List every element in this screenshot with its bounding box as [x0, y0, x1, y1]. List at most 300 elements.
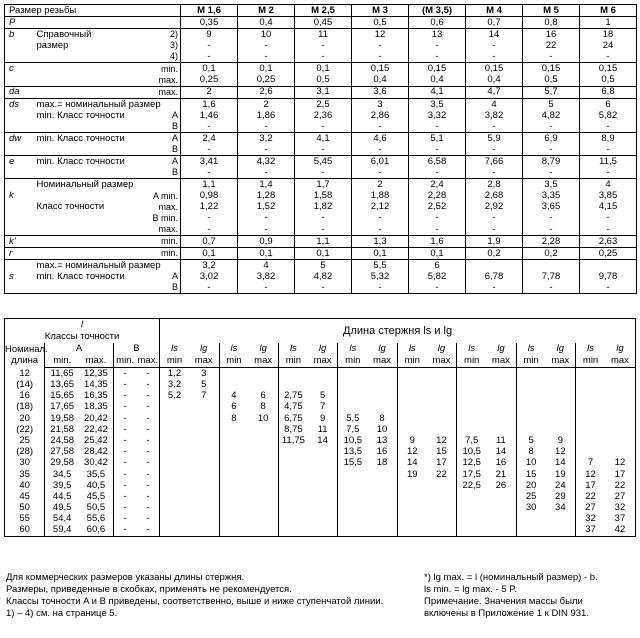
- value-cell: -: [580, 213, 637, 224]
- value-cell: 0,9: [238, 235, 295, 247]
- shank-length: [486, 525, 516, 537]
- class-b-max: -: [136, 502, 159, 513]
- value-cell: 4,15: [580, 202, 637, 213]
- shank-length: 5: [189, 379, 219, 390]
- class-a-max: 35,5: [86, 468, 106, 480]
- ls-header: ls: [171, 343, 178, 355]
- value-cell: 5,5: [352, 260, 409, 272]
- shank-length: 34: [545, 502, 575, 513]
- note-line: *) lg max. = l (номинальный размер) - b.: [424, 572, 598, 583]
- shank-length: [308, 469, 338, 480]
- shank-length: [248, 379, 278, 390]
- shank-length: [338, 525, 367, 537]
- value-cell: -: [295, 167, 352, 179]
- nominal-length: 35: [5, 469, 45, 480]
- class-a-min: 27,58: [45, 446, 79, 457]
- value-cell: 0,15: [409, 63, 466, 75]
- shank-length: 12,5: [462, 457, 481, 469]
- shank-length: [338, 379, 367, 390]
- class-b-max: -: [136, 513, 159, 524]
- ls-min-header: min: [397, 355, 426, 368]
- class-b-min: -: [113, 390, 136, 401]
- value-cell: 2,68: [466, 191, 523, 202]
- row-description: размер: [36, 40, 69, 52]
- class-b-max: -: [136, 424, 159, 435]
- shank-length: [486, 502, 516, 513]
- value-cell: -: [295, 282, 352, 294]
- value-cell: 13: [409, 29, 466, 41]
- length-row: [5, 525, 636, 537]
- value-cell: 1,46: [181, 110, 238, 121]
- value-cell: 2,92: [466, 202, 523, 213]
- value-cell: 4: [580, 179, 637, 191]
- shank-length: 4,75: [284, 401, 303, 413]
- dimension-row: [5, 121, 637, 133]
- value-cell: -: [181, 40, 238, 51]
- shank-length: [279, 379, 308, 390]
- shank-length: 9: [409, 434, 415, 446]
- class-a-max: 45,5: [86, 490, 106, 502]
- row-subtype: max.: [158, 223, 178, 234]
- value-cell: -: [523, 121, 580, 133]
- dimension-row: [5, 179, 637, 191]
- shank-length: 3,2: [167, 379, 182, 391]
- row-description: [35, 121, 145, 133]
- value-cell: 0,1: [238, 63, 295, 75]
- shank-length: 6: [248, 390, 278, 401]
- shank-length: 5: [308, 390, 338, 401]
- value-cell: -: [580, 121, 637, 133]
- class-a-max-header: max.: [79, 355, 113, 368]
- row-symbol: [5, 110, 35, 121]
- value-cell: 0,15: [580, 63, 637, 75]
- value-cell: 4,6: [352, 133, 409, 145]
- shank-length: [486, 491, 516, 502]
- class-a-min: 11,65: [45, 368, 79, 380]
- value-cell: -: [238, 144, 295, 156]
- note-line: включены в Приложение 1 к DIN 931.: [424, 608, 589, 619]
- class-a-min: 15,65: [45, 390, 79, 401]
- shank-length: [427, 491, 457, 502]
- shank-length: [576, 446, 605, 457]
- lg-max-header: max: [427, 355, 457, 368]
- shank-length: [219, 525, 248, 537]
- row-subtype: B: [171, 144, 178, 155]
- shank-length: 8: [231, 412, 237, 424]
- thread-size-header: M 4: [466, 5, 523, 17]
- header-row: [5, 5, 637, 17]
- dimension-row: [5, 133, 637, 145]
- lg-header: lg: [427, 343, 457, 355]
- row-subtype: A: [145, 133, 181, 145]
- shank-length: [248, 435, 278, 446]
- thread-size-header: (M 3,5): [409, 5, 466, 17]
- dimension-row: [5, 224, 637, 236]
- shank-length: [160, 458, 189, 469]
- shank-length: [576, 379, 605, 390]
- value-cell: 3,32: [409, 110, 466, 121]
- dimension-row: [5, 235, 637, 247]
- row-subtype: A: [171, 271, 178, 282]
- shank-title: Длина стержня ls и lg: [160, 319, 636, 344]
- nominal-length: 12: [5, 368, 45, 380]
- shank-length: 27: [605, 491, 636, 502]
- length-row: [5, 491, 636, 502]
- shank-length: [367, 491, 397, 502]
- value-cell: 14: [466, 29, 523, 41]
- value-cell: 0,4: [466, 75, 523, 87]
- shank-length: [457, 368, 486, 380]
- ls-min-header: min: [160, 355, 189, 368]
- note-line: Классы точности A и B приведены, соответственно, выше и ниже ступенчатой линии.: [6, 596, 384, 607]
- value-cell: [580, 260, 637, 272]
- value-cell: 5: [295, 260, 352, 272]
- shank-length: 7,5: [346, 423, 360, 435]
- class-a-max: 18,35: [84, 401, 108, 413]
- nominal-length: (18): [5, 402, 45, 413]
- row-symbol: k: [5, 191, 35, 202]
- value-cell: 1,86: [238, 110, 295, 121]
- shank-length: 4: [231, 390, 237, 402]
- value-cell: 3,85: [580, 191, 637, 202]
- value-cell: -: [409, 167, 466, 179]
- shank-length: [189, 525, 219, 537]
- value-cell: 3,6: [352, 86, 409, 98]
- value-cell: 3,5: [409, 98, 466, 110]
- value-cell: 5,1: [409, 133, 466, 145]
- shank-length: [427, 502, 457, 513]
- nominal-length: 50: [5, 502, 45, 513]
- row-symbol: [5, 40, 35, 51]
- class-b-max: -: [136, 379, 159, 390]
- length-row: [5, 402, 636, 413]
- shank-length: [189, 469, 219, 480]
- shank-length: [367, 402, 397, 413]
- row-subtype: B: [145, 282, 181, 294]
- row-symbol: e: [5, 156, 35, 168]
- shank-length: [427, 513, 457, 524]
- shank-length: [189, 491, 219, 502]
- class-b-max: -: [136, 435, 159, 446]
- value-cell: [523, 260, 580, 272]
- row-subtype: 4): [169, 51, 178, 62]
- row-subtype: [145, 179, 181, 191]
- value-cell: -: [409, 121, 466, 133]
- row-description: Класс точности: [36, 201, 105, 213]
- shank-length: 17: [585, 479, 596, 491]
- notes-right: [424, 572, 598, 620]
- shank-length: [367, 525, 397, 537]
- value-cell: 2,12: [352, 202, 409, 213]
- shank-length: 10: [367, 424, 397, 435]
- thread-size-header: M 2,5: [295, 5, 352, 17]
- class-b-min: -: [113, 491, 136, 502]
- row-subtype: B: [171, 120, 178, 131]
- value-cell: 3,65: [523, 202, 580, 213]
- shank-length: [219, 513, 248, 524]
- value-cell: 0,1: [409, 247, 466, 259]
- value-cell: 0,4: [409, 75, 466, 87]
- value-cell: -: [466, 144, 523, 156]
- row-symbol: [5, 167, 35, 179]
- dimension-row: [5, 17, 637, 29]
- shank-length: [397, 502, 426, 513]
- value-cell: 2: [352, 179, 409, 191]
- value-cell: -: [580, 167, 637, 179]
- value-cell: 6: [580, 98, 637, 110]
- value-cell: 3,2: [181, 260, 238, 272]
- shank-length: [545, 368, 575, 380]
- value-cell: -: [238, 282, 295, 294]
- value-cell: 0,5: [523, 75, 580, 87]
- value-cell: 2,6: [238, 86, 295, 98]
- dimension-row: [5, 260, 637, 272]
- shank-length: 17: [427, 458, 457, 469]
- class-a-min: 49,5: [45, 502, 79, 513]
- value-cell: 2,28: [409, 191, 466, 202]
- shank-length: 32: [585, 513, 596, 525]
- shank-length: 37: [576, 525, 605, 537]
- class-b-min: -: [113, 368, 136, 380]
- thread-size-header: M 6: [580, 5, 637, 17]
- shank-length: [248, 491, 278, 502]
- class-b-max: -: [136, 446, 159, 457]
- shank-length: [457, 525, 486, 537]
- row-description: [35, 86, 145, 98]
- dimension-row: [5, 86, 637, 98]
- shank-length: [457, 413, 486, 424]
- class-a-min: 24,58: [45, 435, 79, 446]
- shank-length: 8,75: [284, 423, 303, 435]
- value-cell: 4,82: [523, 110, 580, 121]
- value-cell: 0,25: [181, 75, 238, 87]
- shank-length: 42: [605, 525, 636, 537]
- class-a-max: 50,5: [86, 502, 106, 514]
- class-b-max: -: [136, 368, 159, 380]
- nominal-length: 30: [5, 458, 45, 469]
- shank-length: 20: [525, 479, 537, 491]
- value-cell: 3,41: [181, 156, 238, 168]
- row-symbol: [5, 179, 35, 191]
- dimension-row: [5, 247, 637, 259]
- value-cell: -: [523, 224, 580, 236]
- shank-length: [397, 390, 426, 401]
- shank-length: [545, 424, 575, 435]
- row-symbol: dw: [5, 133, 35, 145]
- shank-length: [219, 446, 248, 457]
- lg-max-header: max: [248, 355, 278, 368]
- value-cell: 1,4: [238, 179, 295, 191]
- value-cell: -: [295, 213, 352, 224]
- length-row: [5, 480, 636, 491]
- shank-length: [486, 368, 516, 380]
- value-cell: -: [238, 121, 295, 133]
- value-cell: -: [181, 121, 238, 133]
- row-subtype: min.: [145, 235, 181, 247]
- class-a-min: 44,5: [45, 491, 79, 502]
- class-b-max: -: [136, 480, 159, 491]
- nominal-length: (14): [5, 379, 45, 390]
- class-b-min: -: [113, 513, 136, 524]
- shank-length: 6,75: [284, 412, 303, 424]
- class-a-max: 40,5: [86, 479, 106, 491]
- value-cell: -: [466, 213, 523, 224]
- shank-length: 14: [406, 457, 418, 469]
- shank-length: 17,5: [462, 468, 481, 480]
- row-subtype: A min.: [152, 190, 178, 201]
- row-description: [35, 75, 145, 87]
- row-subtype: max.: [145, 86, 181, 98]
- shank-length: [545, 413, 575, 424]
- nominal-length: 40: [5, 480, 45, 491]
- row-symbol: [5, 224, 35, 236]
- class-a-max: 14,35: [84, 379, 108, 391]
- class-b-min: -: [113, 502, 136, 513]
- value-cell: -: [295, 40, 352, 51]
- row-description: Номинальный размер: [35, 179, 145, 191]
- length-row: [5, 469, 636, 480]
- row-symbol: [5, 75, 35, 87]
- nominal-header: Номинал. длина: [5, 344, 48, 367]
- shank-length: 6: [231, 401, 237, 413]
- shank-length: [338, 390, 367, 401]
- shank-length: 10,5: [343, 434, 363, 446]
- row-description: max.= номинальный размер: [36, 98, 161, 110]
- shank-length: 10: [525, 457, 537, 469]
- shank-length: 19: [545, 469, 575, 480]
- shank-length: [308, 491, 338, 502]
- value-cell: -: [352, 167, 409, 179]
- lg-header: lg: [605, 343, 636, 355]
- shank-length: [248, 469, 278, 480]
- class-a-max: 30,42: [84, 457, 108, 469]
- row-description: min. Класс точности: [36, 109, 125, 121]
- shank-length: [160, 491, 189, 502]
- value-cell: 2,52: [409, 202, 466, 213]
- shank-length: [427, 480, 457, 491]
- value-cell: 0,35: [181, 17, 238, 29]
- thread-size-header: M 5: [523, 5, 580, 17]
- shank-length: [516, 368, 545, 380]
- value-cell: -: [238, 224, 295, 236]
- value-cell: -: [181, 51, 238, 63]
- shank-length: [397, 491, 426, 502]
- row-description: [35, 235, 145, 247]
- class-a-max: 12,35: [84, 367, 108, 379]
- value-cell: -: [580, 282, 637, 294]
- shank-length: 9: [308, 413, 338, 424]
- row-symbol: b: [5, 29, 35, 41]
- shank-length: [605, 368, 636, 380]
- shank-length: [486, 513, 516, 524]
- value-cell: -: [238, 213, 295, 224]
- value-cell: 2,4: [409, 179, 466, 191]
- nominal-length: 20: [5, 413, 45, 424]
- shank-length: [576, 435, 605, 446]
- value-cell: 3,2: [238, 133, 295, 145]
- shank-length: 12: [427, 435, 457, 446]
- value-cell: 5,9: [466, 133, 523, 145]
- value-cell: 1,6: [181, 98, 238, 110]
- class-a-max: 28,42: [84, 446, 108, 458]
- shank-length: 3: [189, 368, 219, 380]
- value-cell: -: [295, 144, 352, 156]
- row-description: [35, 247, 145, 259]
- shank-length: [219, 435, 248, 446]
- thread-size-header: M 2: [238, 5, 295, 17]
- value-cell: -: [523, 213, 580, 224]
- shank-length: [338, 491, 367, 502]
- shank-length: 15: [525, 468, 537, 480]
- value-cell: 4,1: [295, 133, 352, 145]
- value-cell: 8,9: [580, 133, 637, 145]
- note-line: 1) – 4) см. на странице 5.: [6, 608, 118, 619]
- dimension-row: [5, 191, 637, 202]
- shank-length: [516, 525, 545, 537]
- lg-max-header: max: [486, 355, 516, 368]
- value-cell: 16: [523, 29, 580, 41]
- shank-length: [576, 413, 605, 424]
- shank-length: [516, 513, 545, 524]
- nominal-length: (22): [5, 424, 45, 435]
- shank-length: [338, 480, 367, 491]
- value-cell: 11: [295, 29, 352, 41]
- shank-length: 12: [406, 446, 418, 458]
- class-a-min: 54,4: [45, 513, 79, 524]
- shank-length: [248, 458, 278, 469]
- class-a-min: 19,58: [45, 413, 79, 424]
- shank-length: [160, 480, 189, 491]
- shank-length: [545, 513, 575, 524]
- value-cell: -: [466, 167, 523, 179]
- shank-length: [308, 368, 338, 380]
- shank-length: [457, 502, 486, 513]
- row-subtype: max.: [158, 74, 178, 85]
- shank-length: [219, 491, 248, 502]
- shank-length: [338, 402, 367, 413]
- class-a-max: 60,6: [79, 525, 113, 537]
- ls-header: ls: [468, 343, 476, 355]
- class-a-min: 21,58: [45, 424, 79, 435]
- shank-length: [486, 379, 516, 390]
- shank-length: 12: [605, 458, 636, 469]
- value-cell: 0,5: [352, 17, 409, 29]
- shank-length: 8: [248, 402, 278, 413]
- ls-min-header: min: [457, 355, 486, 368]
- row-symbol: [5, 260, 35, 272]
- shank-length: [189, 480, 219, 491]
- shank-length: 15,5: [343, 457, 363, 469]
- notes-left: [6, 572, 383, 620]
- nominal-length: 55: [5, 513, 45, 524]
- class-b-max: -: [136, 491, 159, 502]
- value-cell: 4,32: [238, 156, 295, 168]
- value-cell: -: [523, 282, 580, 294]
- shank-length: 25: [525, 490, 537, 502]
- value-cell: 0,1: [295, 63, 352, 75]
- value-cell: 2,5: [295, 98, 352, 110]
- class-a-max: 55,6: [86, 513, 106, 525]
- value-cell: 3,82: [466, 110, 523, 121]
- value-cell: 0,7: [466, 17, 523, 29]
- row-symbol: da: [5, 86, 35, 98]
- value-cell: -: [295, 51, 352, 63]
- shank-length: [308, 480, 338, 491]
- class-b-min: -: [113, 480, 136, 491]
- shank-length: [189, 424, 219, 435]
- value-cell: 0,25: [580, 247, 637, 259]
- dimension-row: [5, 63, 637, 75]
